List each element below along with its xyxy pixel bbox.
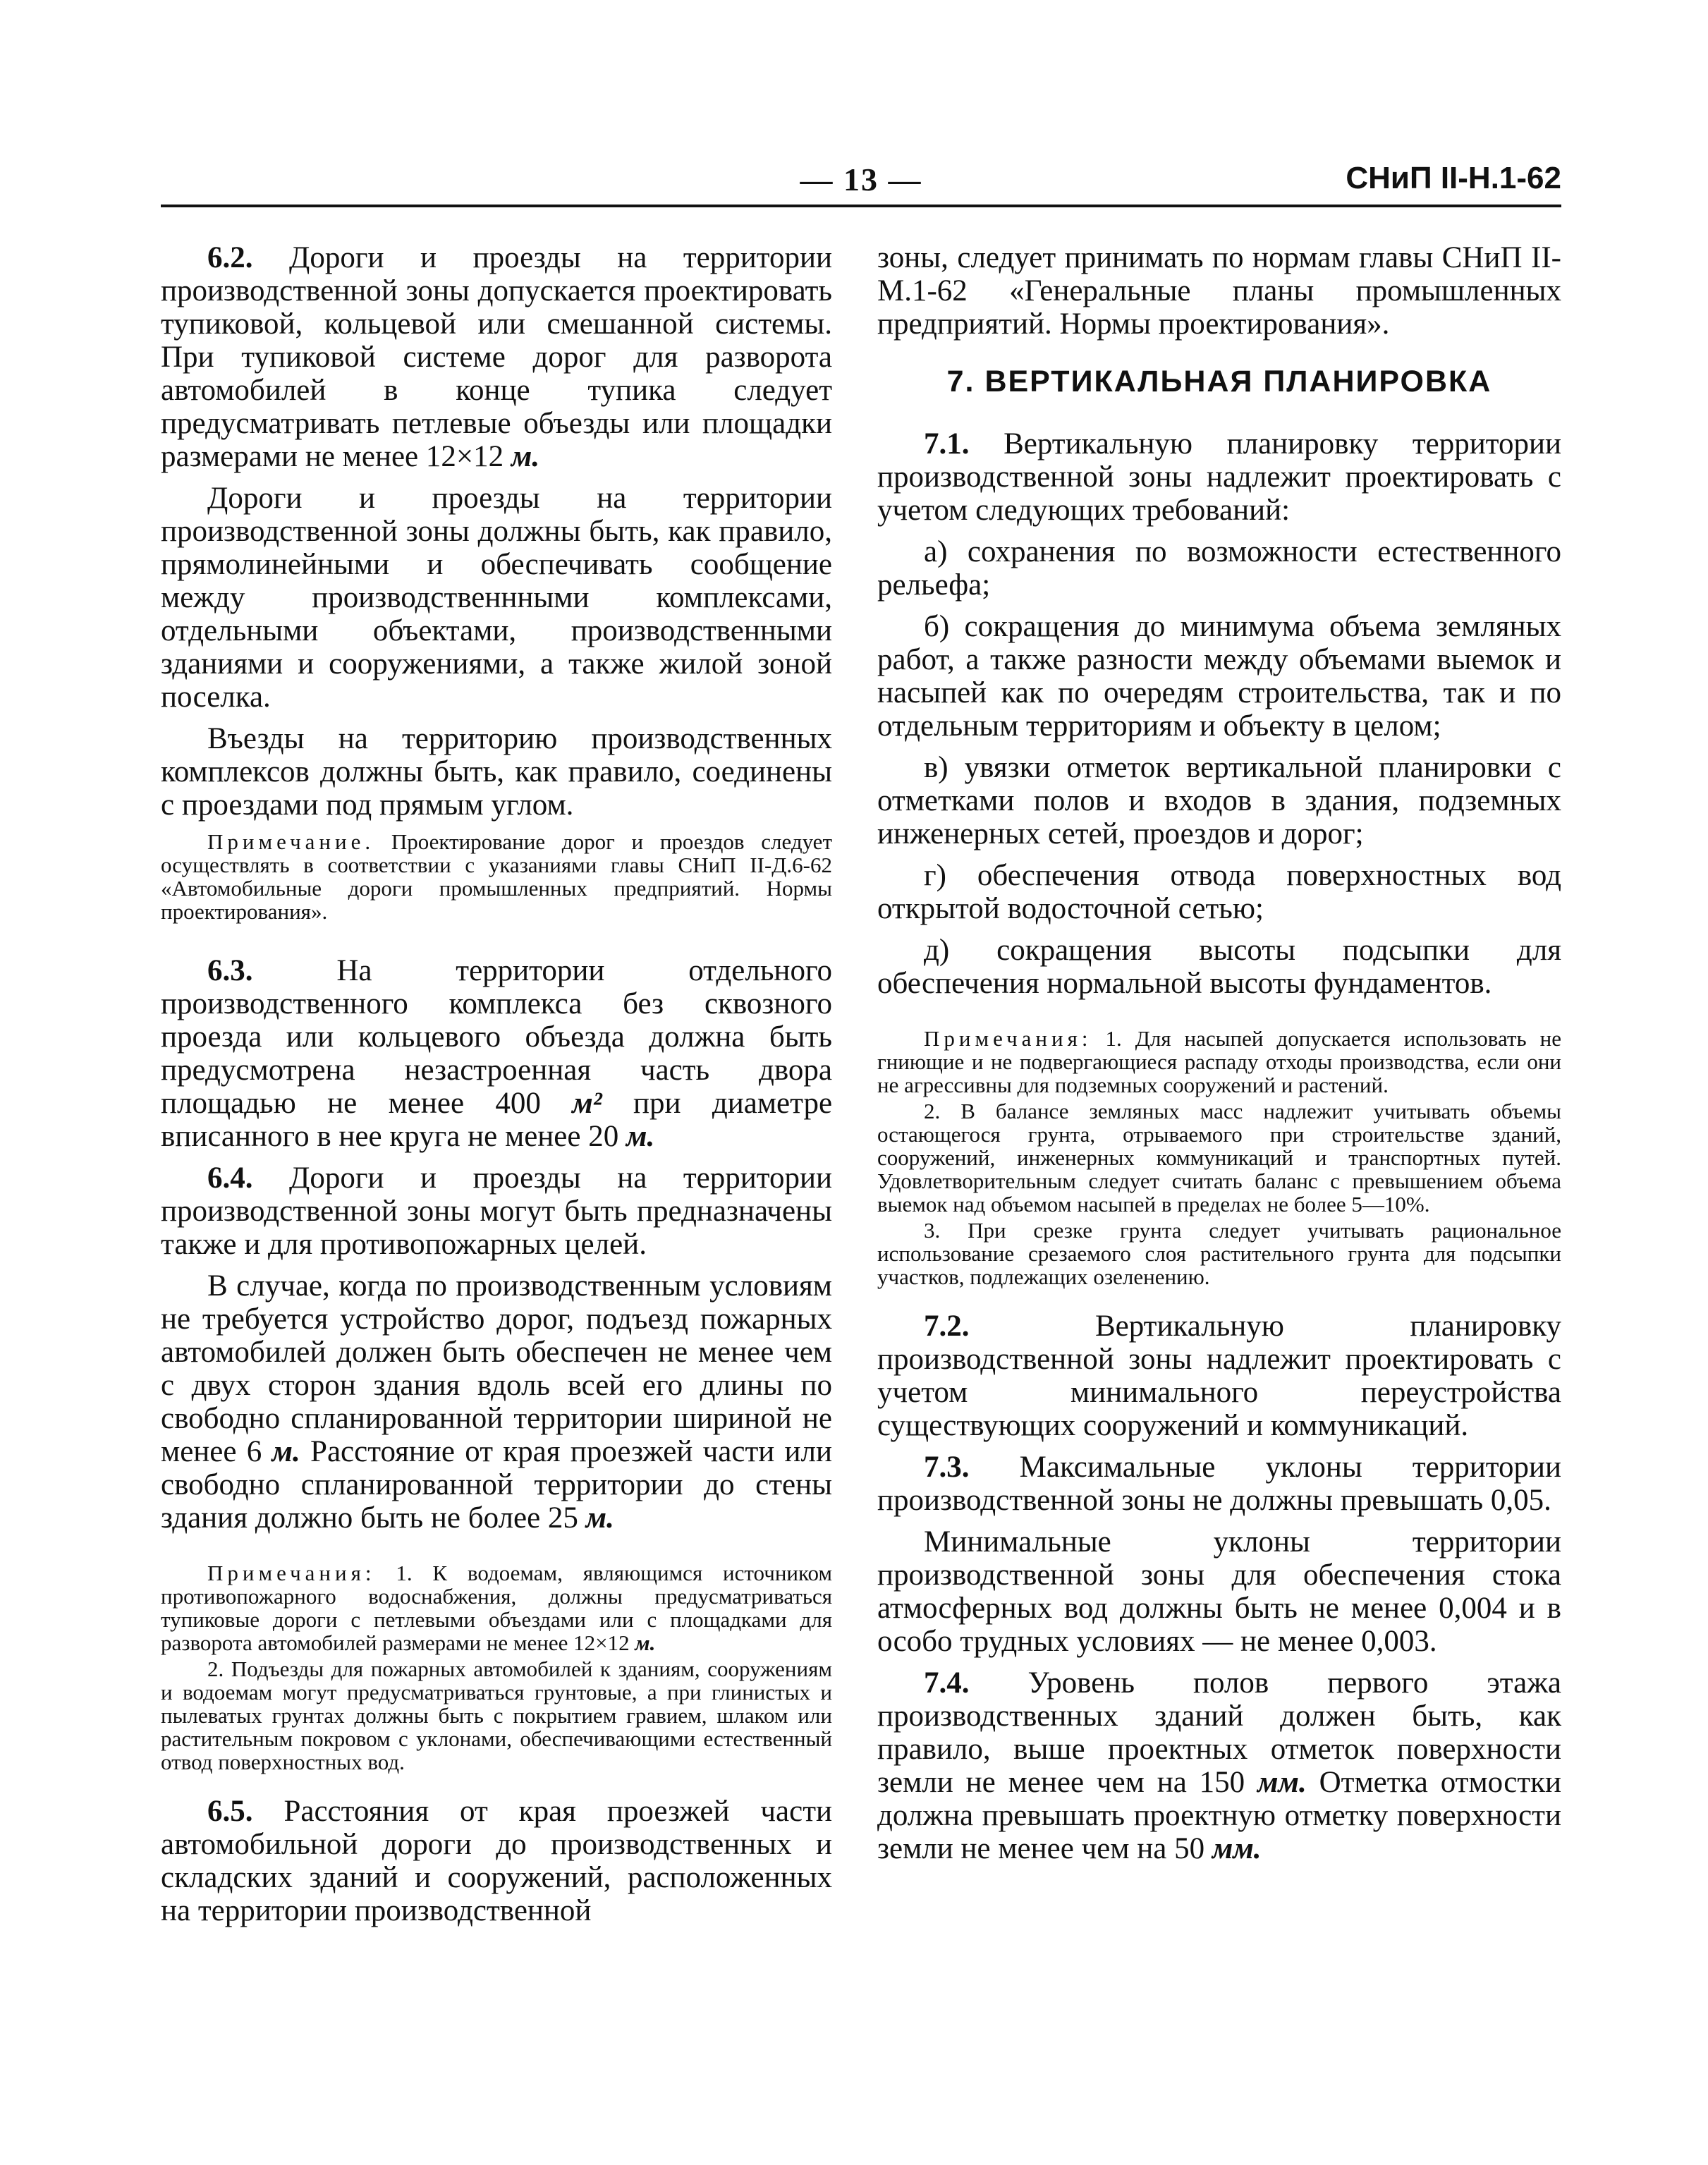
paragraph-7-4 — [877, 1666, 1561, 1865]
unit: мм. — [1212, 1832, 1262, 1865]
clause-number: 6.3. — [207, 954, 253, 987]
note-6-4-2: 2. Подъезды для пожарных автомобилей к зданиям, сооружениям и водоемам могут предусматриваться грунтовые, а при глинистых и пылеватых грунтах должны быть с покрытием гравием, шлаком или растительным покровом с уклонами, обеспечивающими естественный отвод поверхностных вод. — [161, 1657, 832, 1774]
section-title: 7. ВЕРТИКАЛЬНАЯ ПЛАНИРОВКА — [946, 365, 1492, 398]
paragraph-6-2-c: Въезды на территорию производственных комплексов должны быть, как правило, соединены с проездами под прямым углом. — [161, 722, 832, 822]
right-column — [877, 241, 1561, 1874]
paragraph-7-1 — [877, 427, 1561, 527]
unit: мм. — [1257, 1766, 1307, 1799]
note-6-2 — [161, 830, 832, 923]
paragraph-6-5 — [161, 1795, 832, 1927]
clause-text: Отметка отмостки должна превышать проектную отметку поверхности земли не менее чем на 50 — [877, 1766, 1562, 1865]
page-number: — 13 — — [800, 161, 922, 197]
note-label: Примечания: — [924, 1026, 1092, 1051]
paragraph-6-4 — [161, 1161, 832, 1261]
clause-number: 7.4. — [924, 1666, 970, 1700]
clause-text: Максимальные уклоны территории производственной зоны не должны превышать 0,05. — [877, 1451, 1562, 1517]
clause-text: На территории отдельного производственного комплекса без сквозного проезда или кольцевого объезда должна быть предусмотрена незастроенная часть двора площадью не менее 400 — [161, 954, 833, 1120]
note-label: Примечания: — [207, 1561, 376, 1585]
unit: м. — [272, 1435, 300, 1468]
unit: м. — [585, 1501, 614, 1535]
paragraph-6-5-continued: зоны, следует принимать по нормам главы СНиП II-М.1-62 «Генеральные планы промышленных предприятий. Нормы проектирования». — [877, 241, 1561, 341]
note-text: 1. К водоемам, являющимся источником противопожарного водоснабжения, должны предусматриваться тупиковые дороги с петлевыми объездами или с площадками для разворота автомобилей размерами не менее 12×12 — [161, 1561, 833, 1655]
note-label: Примечание. — [207, 829, 375, 854]
clause-text: Расстояние от края проезжей части или свободно спланированной территории до стены здания должно быть не более 25 — [161, 1435, 833, 1535]
clause-text: Вертикальную планировку территории производственной зоны надлежит проектировать с учетом следующих требований: — [877, 427, 1561, 527]
list-item-v: в) увязки отметок вертикальной планировки с отметками полов и входов в здания, подземных инженерных сетей, проездов и дорог; — [877, 751, 1561, 850]
paragraph-6-2-b: Дороги и проезды на территории производственной зоны должны быть, как правило, прямолинейными и обеспечивать сообщение между производственнными комплексами, отдельными объектами, производственными зданиями и сооружениями, а также жилой зоной поселка. — [161, 482, 832, 714]
list-item-a: а) сохранения по возможности естественного рельефа; — [877, 535, 1561, 602]
unit: м. — [635, 1630, 656, 1655]
paragraph-7-3-b: Минимальные уклоны территории производственной зоны для обеспечения стока атмосферных вод должны быть не менее 0,004 и в особо трудных условиях — не менее 0,003. — [877, 1525, 1561, 1658]
left-column — [161, 241, 832, 1936]
clause-number: 7.2. — [924, 1310, 970, 1343]
clause-text: В случае, когда по производственным условиям не требуется устройство дорог, подъезд пожарных автомобилей должен быть обеспечен не менее чем с двух сторон здания вдоль всей его длины по свободно спланированной территории шириной не менее 6 — [161, 1269, 832, 1468]
clause-number: 7.1. — [924, 427, 970, 461]
page-header — [161, 157, 1561, 207]
clause-number: 6.2. — [207, 241, 253, 274]
clause-text: Уровень полов первого этажа производственных зданий должен быть, как правило, выше проектных отметок поверхности земли не менее чем на 150 — [877, 1666, 1561, 1799]
note-text: Проектирование дорог и проездов следует осуществлять в соответствии с указаниями главы СНиП II-Д.6-62 «Автомобильные дороги промышленных предприятий. Нормы проектирования». — [161, 829, 832, 924]
clause-text: Вертикальную планировку производственной зоны надлежит проектировать с учетом минимального переустройства существующих сооружений и коммуникаций. — [877, 1310, 1562, 1442]
document-code: СНиП II-Н.1-62 — [1346, 161, 1561, 195]
clause-text: Расстояния от края проезжей части автомобильной дороги до производственных и складских зданий и сооружений, расположенных на территории производственной — [161, 1795, 832, 1927]
unit: м. — [626, 1120, 655, 1153]
paragraph-7-2 — [877, 1310, 1561, 1442]
note-7-1-2: 2. В балансе земляных масс надлежит учитывать объемы остающегося грунта, отрываемого при строительстве зданий, сооружений, инженерных коммуникаций и транспортных путей. Удовлетворительным следует считать баланс с превышением объема выемок над объемом насыпей в пределах не более 5—10%. — [877, 1099, 1561, 1216]
clause-text: при диаметре вписанного в нее круга не менее 20 — [161, 1087, 833, 1153]
list-item-d: д) сокращения высоты подсыпки для обеспечения нормальной высоты фундаментов. — [877, 934, 1561, 1000]
clause-number: 6.5. — [207, 1795, 253, 1828]
paragraph-6-4-b — [161, 1269, 832, 1535]
paragraph-7-3 — [877, 1451, 1561, 1517]
list-item-b: б) сокращения до минимума объема земляных работ, а также разности между объемами выемок и насыпей как по очередям строительства, так и по отдельным территориям и объекту в целом; — [877, 610, 1561, 743]
paragraph-6-3 — [161, 954, 832, 1153]
note-text: 1. Для насыпей допускается использовать не гниющие и не подвергающиеся распаду отходы производства, если они не агрессивны для подземных сооружений и растений. — [877, 1026, 1561, 1097]
clause-text: Дороги и проезды на территории производственной зоны могут быть предназначены также и для противопожарных целей. — [161, 1161, 832, 1261]
list-item-g: г) обеспечения отвода поверхностных вод открытой водосточной сетью; — [877, 859, 1561, 925]
clause-text: Дороги и проезды на территории производственной зоны допускается проектировать тупиковой, кольцевой или смешанной системы. При тупиковой системе дорог для разворота автомобилей в конце тупика следует предусматривать петлевые объезды или площадки размерами не менее 12×12 — [161, 241, 832, 473]
clause-number: 6.4. — [207, 1161, 253, 1195]
unit: м. — [511, 440, 540, 473]
note-6-4-1 — [161, 1561, 832, 1654]
paragraph-6-2 — [161, 241, 832, 473]
note-7-1-1 — [877, 1027, 1561, 1097]
clause-number: 7.3. — [924, 1451, 970, 1484]
note-7-1-3: 3. При срезке грунта следует учитывать рациональное использование срезаемого слоя растительного грунта для подсыпки участков, подлежащих озеленению. — [877, 1218, 1561, 1289]
unit: м² — [572, 1087, 602, 1120]
